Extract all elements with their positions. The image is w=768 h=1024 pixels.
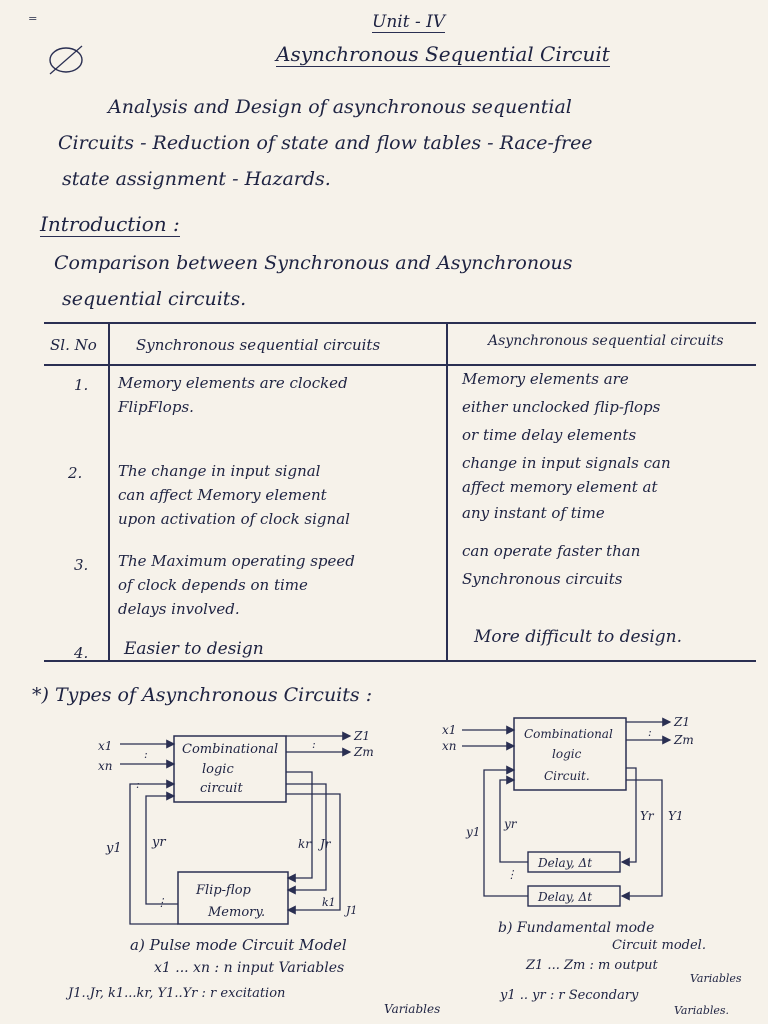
pulse-comb-label-1: Combinational	[182, 742, 279, 757]
svg-text::: :	[648, 726, 652, 739]
col-header-slno: Sl. No	[50, 336, 97, 354]
row-3-sync-line-2: of clock depends on time	[118, 576, 308, 594]
fund-legend-4: Variables.	[674, 1004, 730, 1017]
delay-block-1-label: Delay, Δt	[538, 856, 593, 870]
row-2-sync-line-3: upon activation of clock signal	[118, 510, 350, 528]
delay-block-2-label: Delay, Δt	[538, 890, 593, 904]
fund-input-x1: x1	[442, 723, 457, 737]
pulse-label-k1: k1	[322, 896, 336, 909]
row-2-async-line-3: any instant of time	[462, 504, 605, 522]
fund-label-y1: y1	[466, 825, 481, 839]
fund-legend-1: Z1 ... Zm : m output	[526, 958, 658, 973]
row-3-async-line-1: can operate faster than	[462, 542, 641, 560]
pulse-legend-1: x1 ... xn : n input Variables	[154, 960, 345, 976]
fund-label-yr: yr	[504, 817, 517, 831]
pulse-legend-3: Variables	[384, 1002, 441, 1016]
syllabus-line-3: state assignment - Hazards.	[62, 168, 331, 190]
pulse-output-z1: Z1	[354, 729, 370, 743]
intro-heading: Introduction :	[40, 212, 180, 236]
syllabus-line-2: Circuits - Reduction of state and flow tables - Race-free	[58, 132, 593, 154]
col-header-sync: Synchronous sequential circuits	[136, 336, 381, 354]
table-top-rule	[44, 322, 756, 324]
row-1-async-line-3: or time delay elements	[462, 426, 637, 444]
fund-legend-3: y1 .. yr : r Secondary	[500, 988, 639, 1003]
svg-text:⋮: ⋮	[506, 868, 517, 881]
row-4-async-line-1: More difficult to design.	[474, 627, 682, 647]
col-header-async: Asynchronous sequential circuits	[488, 333, 724, 349]
syllabus-line-1: Analysis and Design of asynchronous sequential	[108, 96, 572, 118]
pulse-label-j1: J1	[346, 904, 358, 917]
intro-line-1: Comparison between Synchronous and Asynchronous	[54, 252, 573, 274]
row-1-async-line-2: either unclocked flip-flops	[462, 398, 661, 416]
fund-legend-2: Variables	[690, 972, 742, 985]
fund-comb-label-3: Circuit.	[544, 769, 590, 783]
pulse-comb-label-2: logic	[202, 762, 234, 777]
fund-caption-2: Circuit model.	[612, 938, 706, 953]
pulse-output-zm: Zm	[354, 745, 374, 759]
page-number-circle-icon	[44, 40, 88, 80]
unit-title: Unit - IV	[372, 12, 446, 32]
row-2-async-line-1: change in input signals can	[462, 454, 671, 472]
fund-input-xn: xn	[442, 739, 457, 753]
svg-text:⋮: ⋮	[156, 896, 167, 909]
fund-label-Yr: Yr	[640, 809, 654, 823]
comparison-table	[44, 322, 756, 662]
pulse-mode-circuit-diagram	[90, 728, 390, 938]
row-2-number: 2.	[68, 464, 83, 482]
svg-text::: :	[312, 738, 316, 751]
row-3-sync-line-3: delays involved.	[118, 600, 240, 618]
fundamental-mode-circuit-diagram	[440, 708, 710, 920]
pulse-ff-label-1: Flip-flop	[196, 883, 251, 898]
svg-text::: :	[136, 778, 140, 791]
pulse-input-xn: xn	[98, 759, 113, 773]
row-3-sync-line-1: The Maximum operating speed	[118, 552, 355, 570]
pulse-comb-label-3: circuit	[200, 781, 243, 796]
pulse-input-x1: x1	[98, 739, 113, 753]
fund-comb-label-1: Combinational	[524, 727, 613, 741]
pulse-label-y1: y1	[106, 841, 122, 856]
table-header-rule	[44, 364, 756, 366]
margin-mark: ⁼	[28, 12, 38, 33]
chapter-title: Asynchronous Sequential Circuit	[276, 42, 610, 66]
pulse-ff-label-2: Memory.	[208, 905, 266, 920]
fund-label-Y1: Y1	[668, 809, 684, 823]
row-2-sync-line-1: The change in input signal	[118, 462, 321, 480]
pulse-label-jr: Jr	[320, 837, 331, 851]
pulse-legend-2: J1..Jr, k1...kr, Y1..Yr : r excitation	[68, 986, 286, 1001]
svg-text::: :	[144, 748, 148, 761]
pulse-label-kr: kr	[298, 837, 312, 851]
row-2-sync-line-2: can affect Memory element	[118, 486, 327, 504]
row-3-async-line-2: Synchronous circuits	[462, 570, 623, 588]
fund-output-z1: Z1	[674, 715, 690, 729]
table-col-divider-2	[446, 322, 448, 662]
types-heading: *) Types of Asynchronous Circuits :	[32, 684, 373, 706]
fund-comb-label-2: logic	[552, 747, 582, 761]
row-1-sync-line-1: Memory elements are clocked	[118, 374, 348, 392]
row-1-number: 1.	[74, 376, 89, 394]
row-1-async-line-1: Memory elements are	[462, 370, 629, 388]
row-1-sync-line-2: FlipFlops.	[118, 398, 194, 416]
row-2-async-line-2: affect memory element at	[462, 478, 658, 496]
intro-line-2: sequential circuits.	[62, 288, 247, 310]
row-4-number: 4.	[74, 644, 89, 662]
table-col-divider-1	[108, 322, 110, 662]
pulse-caption: a) Pulse mode Circuit Model	[130, 936, 347, 954]
row-4-sync-line-1: Easier to design	[124, 639, 264, 659]
row-3-number: 3.	[74, 556, 89, 574]
fund-output-zm: Zm	[674, 733, 694, 747]
pulse-label-yr: yr	[152, 835, 166, 850]
fund-caption-1: b) Fundamental mode	[498, 920, 655, 936]
